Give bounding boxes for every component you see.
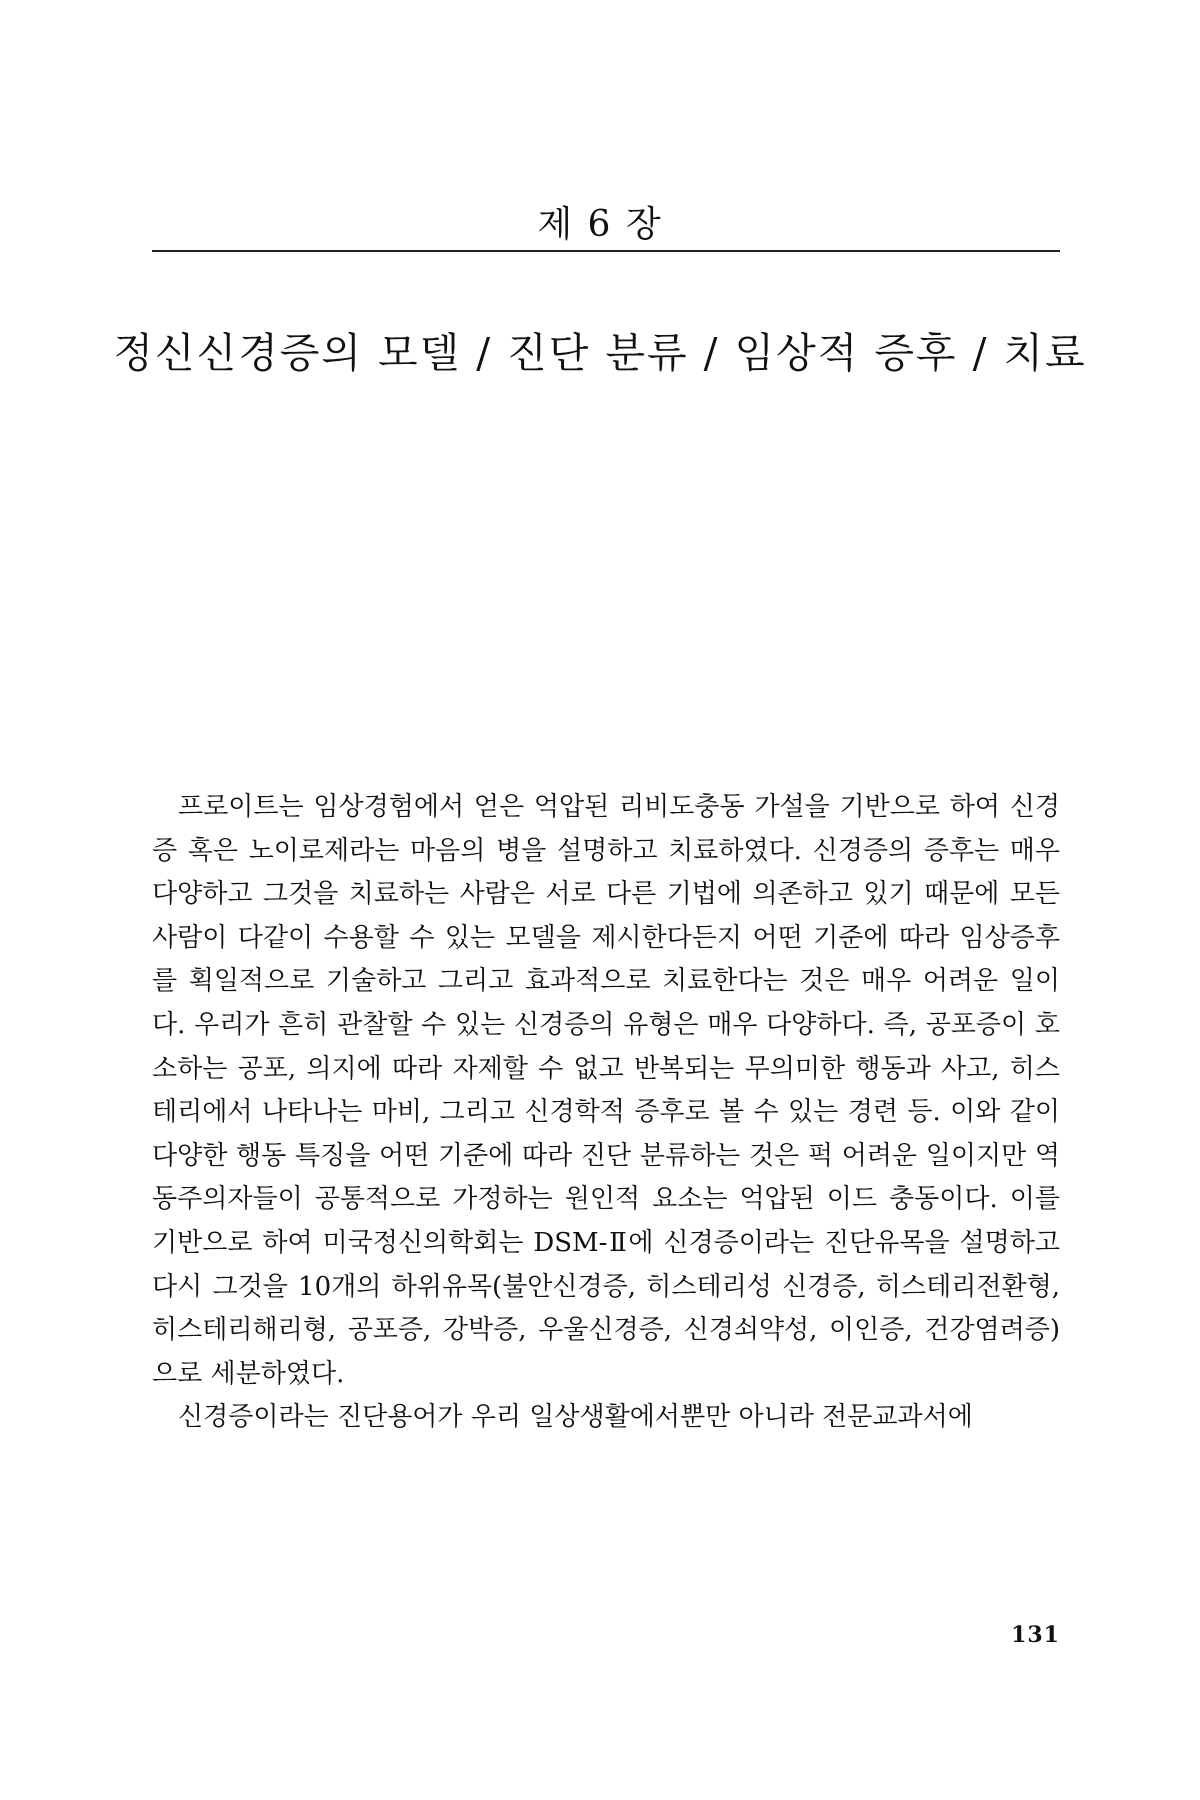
- body-text: [152, 786, 1060, 1440]
- paragraph: 신경증이라는 진단용어가 우리 일상생활에서뿐만 아니라 전문교과서에: [178, 1402, 973, 1433]
- paragraph: 프로이트는 임상경험에서 얻은 억압된 리비도충동 가설을 기반으로 하여 신경증 혹은 노이로제라는 마음의 병을 설명하고 치료하였다. 신경증의 증후는 매우 다양하고 그것을 치료하는 사람은 서로 다른 기법에 의존하고 있기 때문에 모든 사람이 다같이 수용할 수 있는 모델을 제시한다든지 어떤 기준에 따라 임상증후를 획일적으로 기술하고 그리고 효과적으로 치료한다는 것은 매우 어려운 일이다. 우리가 흔히 관찰할 수 있는 신경증의 유형은 매우 다양하다. 즉, 공포증이 호소하는 공포, 의지에 따라 자제할 수 없고 반복되는 무의미한 행동과 사고, 히스테리에서 나타나는 마비, 그리고 신경학적 증후로 볼 수 있는 경련 등. 이와 같이 다양한 행동 특징을 어떤 기준에 따라 진단 분류하는 것은 퍽 어려운 일이지만 역동주의자들이 공통적으로 가정하는 원인적 요소는 억압된 이드 충동이다. 이를 기반으로 하여 미국정신의학회는 DSM-Ⅱ에 신경증이라는 진단유목을 설명하고 다시 그것을 10개의 하위유목(불안신경증, 히스테리성 신경증, 히스테리전환형, 히스테리해리형, 공포증, 강박증, 우울신경증, 신경쇠약성, 이인증, 건강염려증)으로 세분하였다.: [152, 792, 1061, 1389]
- chapter-title: 정신신경증의 모델 / 진단 분류 / 임상적 증후 / 치료: [113, 329, 1087, 377]
- page-number: 131: [1011, 1622, 1060, 1648]
- divider-rule: [152, 250, 1060, 252]
- chapter-label: 제 6 장: [537, 204, 663, 245]
